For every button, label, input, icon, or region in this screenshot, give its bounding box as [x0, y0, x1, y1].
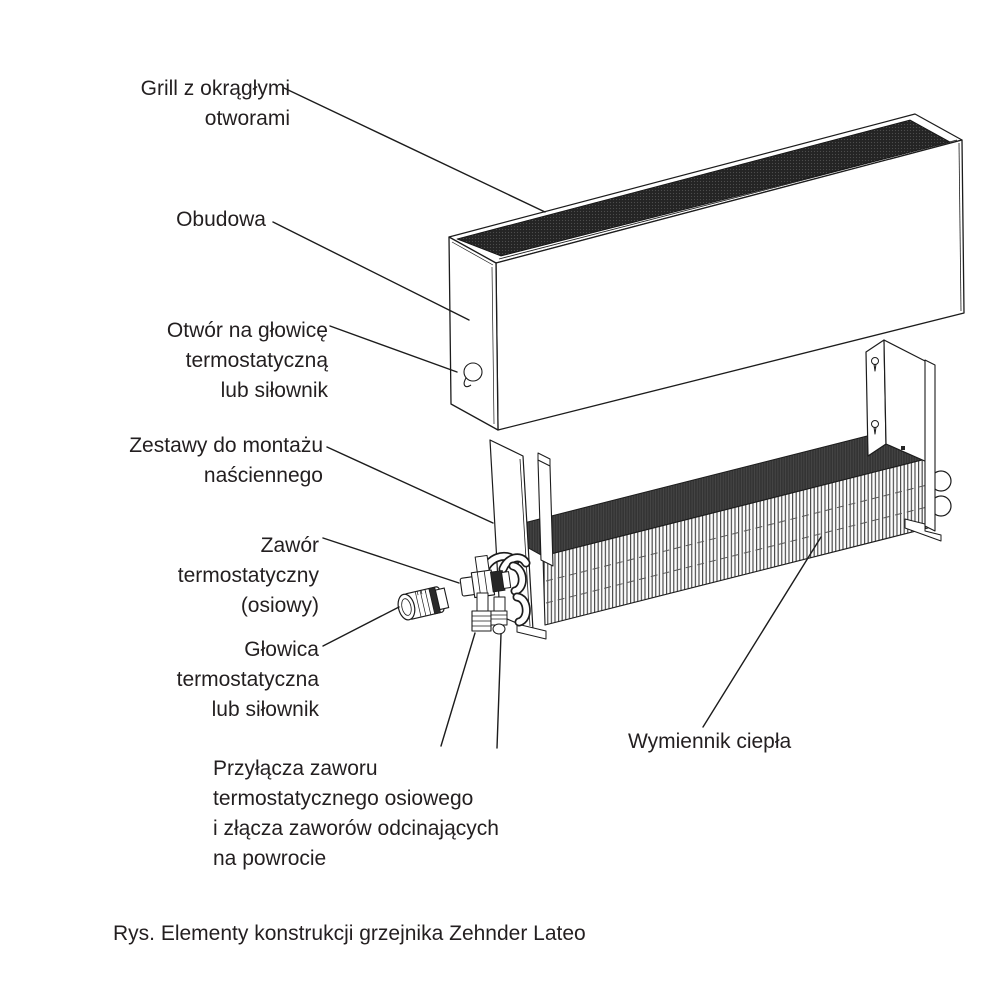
- valve-assembly-drawing: [457, 553, 526, 634]
- heat-exchanger-drawing: [496, 433, 951, 625]
- label-grill: [141, 74, 290, 134]
- label-line: Obudowa: [176, 208, 266, 231]
- leader-otwor: [330, 326, 457, 372]
- thermostatic-head-drawing: [396, 585, 450, 621]
- label-line: Otwór na głowicę: [166, 319, 328, 342]
- label-glowica: [177, 635, 319, 725]
- label-line: lub siłownik: [211, 698, 319, 721]
- leader-zawor: [323, 538, 459, 583]
- leader-zestawy: [327, 447, 493, 523]
- label-otwor: [167, 316, 328, 406]
- label-obudowa: [176, 205, 266, 235]
- label-line: Zestawy do montażu: [129, 434, 323, 457]
- casing-side-panel: [449, 237, 498, 430]
- label-line: otworami: [204, 107, 290, 130]
- label-line: Wymiennik ciepła: [628, 730, 792, 753]
- leader-glowica: [323, 607, 399, 646]
- leader-przylacza-2: [497, 634, 501, 748]
- label-line: Przyłącza zaworu: [213, 757, 378, 780]
- label-line: termostatycznego osiowego: [213, 787, 474, 810]
- label-line: Grill z okrągłymi: [140, 77, 290, 100]
- leader-grill: [284, 88, 545, 212]
- return-connections: [472, 593, 507, 634]
- label-line: lub siłownik: [220, 379, 328, 402]
- label-line: naściennego: [203, 464, 323, 487]
- label-line: Głowica: [244, 638, 319, 661]
- label-line: na powrocie: [213, 847, 327, 870]
- label-line: (osiowy): [240, 594, 319, 617]
- label-line: termostatyczną: [185, 349, 328, 372]
- figure-caption: Rys. Elementy konstrukcji grzejnika Zehnder Lateo: [113, 922, 586, 945]
- label-przylacza: [213, 754, 499, 874]
- label-line: i złącza zaworów odcinających: [213, 817, 499, 840]
- label-line: termostatyczna: [176, 668, 319, 691]
- label-zestawy: [129, 431, 323, 491]
- label-zawor: [178, 531, 319, 621]
- leader-przylacza-1: [441, 633, 475, 746]
- leader-obudowa: [273, 222, 469, 320]
- label-line: Zawór: [260, 534, 319, 557]
- label-wymiennik: [628, 727, 791, 757]
- label-line: termostatyczny: [177, 564, 319, 587]
